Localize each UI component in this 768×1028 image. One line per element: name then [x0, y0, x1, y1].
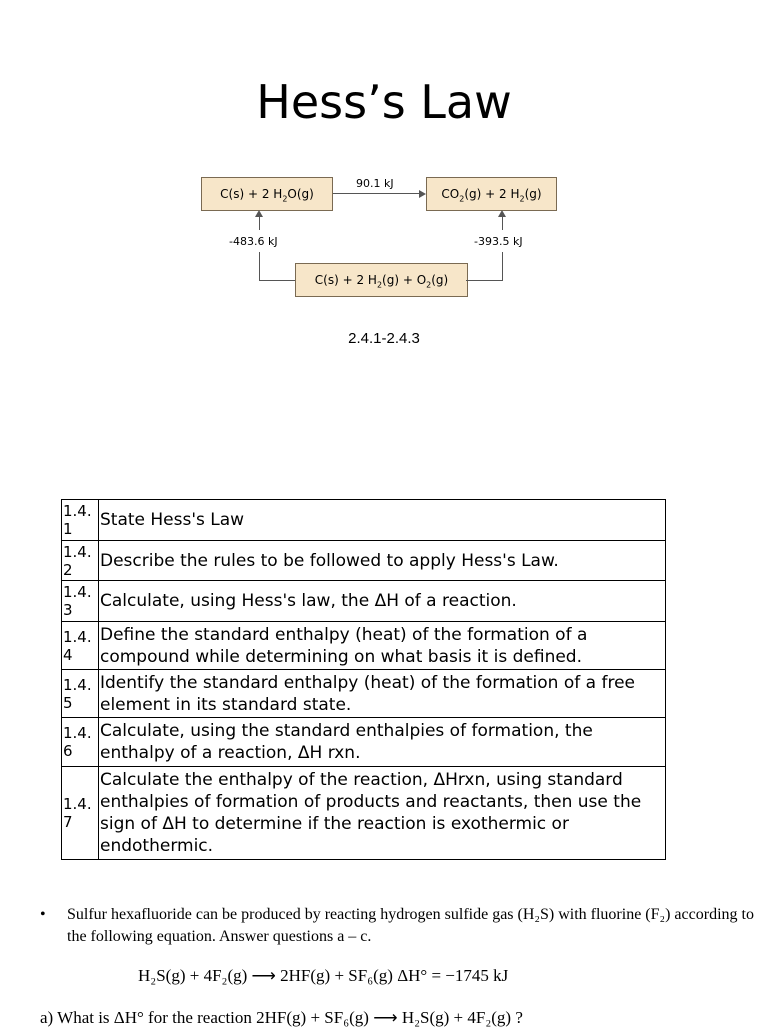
objective-number: 1.4.2 — [62, 541, 99, 581]
objective-number: 1.4.7 — [62, 767, 99, 860]
diagram-box-reactants: C(s) + 2 $H_2O(g)$ — [201, 177, 333, 211]
diagram-line-right-vertical — [502, 252, 503, 281]
objectives-table — [61, 499, 666, 860]
hess-cycle-diagram — [0, 0, 768, 320]
arrowhead-up-icon — [255, 210, 263, 217]
page-title: Hess’s Law — [256, 75, 512, 129]
objective-number: 1.4.6 — [62, 718, 99, 767]
diagram-label-left: -483.6 kJ — [229, 235, 278, 248]
table-row — [62, 670, 666, 718]
diagram-label-top: 90.1 kJ — [356, 177, 394, 190]
diagram-line-left-vertical — [259, 252, 260, 281]
table-row — [62, 581, 666, 622]
diagram-arrow-right — [502, 216, 503, 230]
objective-number: 1.4.1 — [62, 500, 99, 541]
table-row — [62, 718, 666, 767]
arrowhead-up-icon — [498, 210, 506, 217]
objective-text: Calculate, using Hess's law, the ΔH of a reaction. — [99, 581, 666, 622]
table-row — [62, 500, 666, 541]
objective-text: Calculate, using the standard enthalpies of formation, the enthalpy of a reaction, ΔH rxn. — [99, 718, 666, 767]
arrowhead-right-icon — [419, 190, 426, 198]
reaction-equation: H₂S(g) + 4F₂(g) ⟶ 2HF(g) + SF₆(g) ΔH° = −1745 kJ — [138, 966, 509, 985]
diagram-line-right-horizontal — [466, 280, 503, 281]
objective-number: 1.4.4 — [62, 622, 99, 670]
table-row — [62, 541, 666, 581]
diagram-arrow-top — [333, 193, 421, 194]
objective-number: 1.4.3 — [62, 581, 99, 622]
diagram-box-products: $CO_2(g) + 2$ $H_2(g)$ — [426, 177, 557, 211]
objective-text: Define the standard enthalpy (heat) of the formation of a compound while determining on what basis it is defined. — [99, 622, 666, 670]
objective-text: Calculate the enthalpy of the reaction, ΔHrxn, using standard enthalpies of formation of products and reactants, then use the sign of ΔH to determine if the reaction is exothermic or endothermic. — [99, 767, 666, 860]
table-row — [62, 767, 666, 860]
diagram-box-elements: C(s) + 2 $H_2(g) + O_2(g)$ — [295, 263, 468, 297]
objective-text: Describe the rules to be followed to apply Hess's Law. — [99, 541, 666, 581]
diagram-arrow-left — [259, 216, 260, 230]
diagram-label-right: -393.5 kJ — [474, 235, 523, 248]
table-row — [62, 622, 666, 670]
objective-text: Identify the standard enthalpy (heat) of the formation of a free element in its standard state. — [99, 670, 666, 718]
objective-number: 1.4.5 — [62, 670, 99, 718]
page-subtitle: 2.4.1-2.4.3 — [348, 330, 420, 347]
bullet-icon: • — [40, 906, 46, 923]
diagram-line-left-horizontal — [259, 280, 295, 281]
problem-intro-text: Sulfur hexafluoride can be produced by reacting hydrogen sulfide gas (H₂S) with fluorine (F₂) according to the following equation. Answer questions a – c. — [67, 906, 754, 945]
objective-text: State Hess's Law — [99, 500, 666, 541]
question-a: a) What is ΔH° for the reaction 2HF(g) + SF₆(g) ⟶ H₂S(g) + 4F₂(g) ? — [40, 1008, 523, 1027]
